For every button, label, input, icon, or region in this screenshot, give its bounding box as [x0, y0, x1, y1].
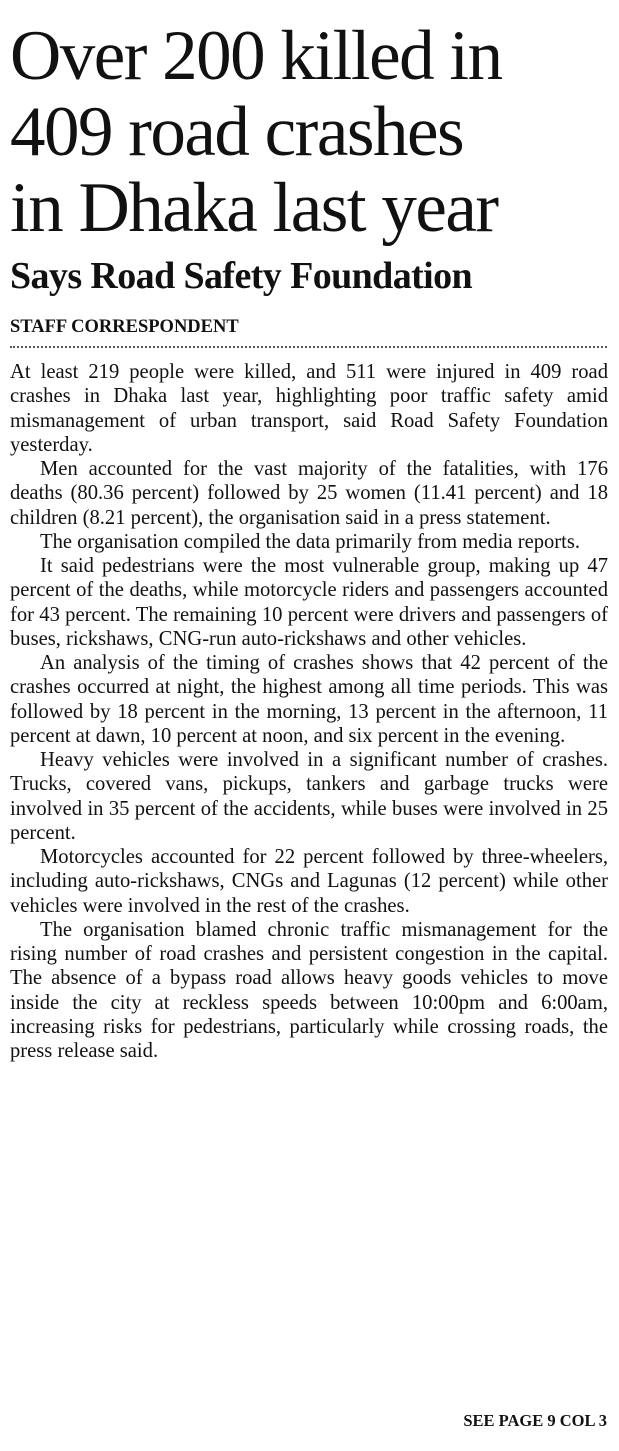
body-paragraph: It said pedestrians were the most vulnerable group, making up 47 percent of the deaths, while motorcycle riders and passengers accounted for 43 percent. The remaining 10 percent were drivers and passengers of buses, rickshaws, CNG-run auto-rickshaws and other vehicles.: [10, 555, 608, 650]
body-paragraph: The organisation blamed chronic traffic mismanagement for the rising number of road crashes and persistent congestion in the capital. The absence of a bypass road allows heavy goods vehicles to move inside the city at reckless speeds between 10:00pm and 6:00am, increasing risks for pedestrians, particularly while crossing roads, the press release said.: [10, 918, 608, 1062]
byline: STAFF CORRESPONDENT: [10, 317, 239, 337]
body-paragraph: At least 219 people were killed, and 511 were injured in 409 road crashes in Dhaka last year, highlighting poor traffic safety amid mismanagement of urban transport, said Road Safety Foundation yesterday.: [10, 361, 608, 456]
body-paragraph: An analysis of the timing of crashes shows that 42 percent of the crashes occurred at night, the highest among all time periods. This was followed by 18 percent in the morning, 13 percent in the afternoon, 11 percent at dawn, 10 percent at noon, and six percent in the evening.: [10, 652, 608, 747]
subheadline: Says Road Safety Foundation: [10, 255, 473, 297]
headline-line: 409 road crashes: [10, 93, 464, 171]
headline: [10, 18, 609, 246]
continuation-note: SEE PAGE 9 COL 3: [463, 1411, 607, 1430]
article-body: [10, 360, 608, 1063]
body-paragraph: Motorcycles accounted for 22 percent followed by three-wheelers, including auto-rickshaws, CNGs and Lagunas (12 percent) while other vehicles were involved in the rest of the crashes.: [10, 846, 608, 917]
body-paragraph: Men accounted for the vast majority of the fatalities, with 176 deaths (80.36 percent) followed by 25 women (11.41 percent) and 18 children (8.21 percent), the organisation said in a press statement.: [10, 458, 608, 529]
headline-line: in Dhaka last year: [10, 169, 498, 247]
headline-line: Over 200 killed in: [10, 17, 502, 95]
dotted-divider: [10, 346, 607, 348]
body-paragraph: The organisation compiled the data primarily from media reports.: [40, 530, 581, 553]
body-paragraph: Heavy vehicles were involved in a significant number of crashes. Trucks, covered vans, pickups, tankers and garbage trucks were involved in 35 percent of the accidents, while buses were involved in 25 percent.: [10, 749, 608, 844]
